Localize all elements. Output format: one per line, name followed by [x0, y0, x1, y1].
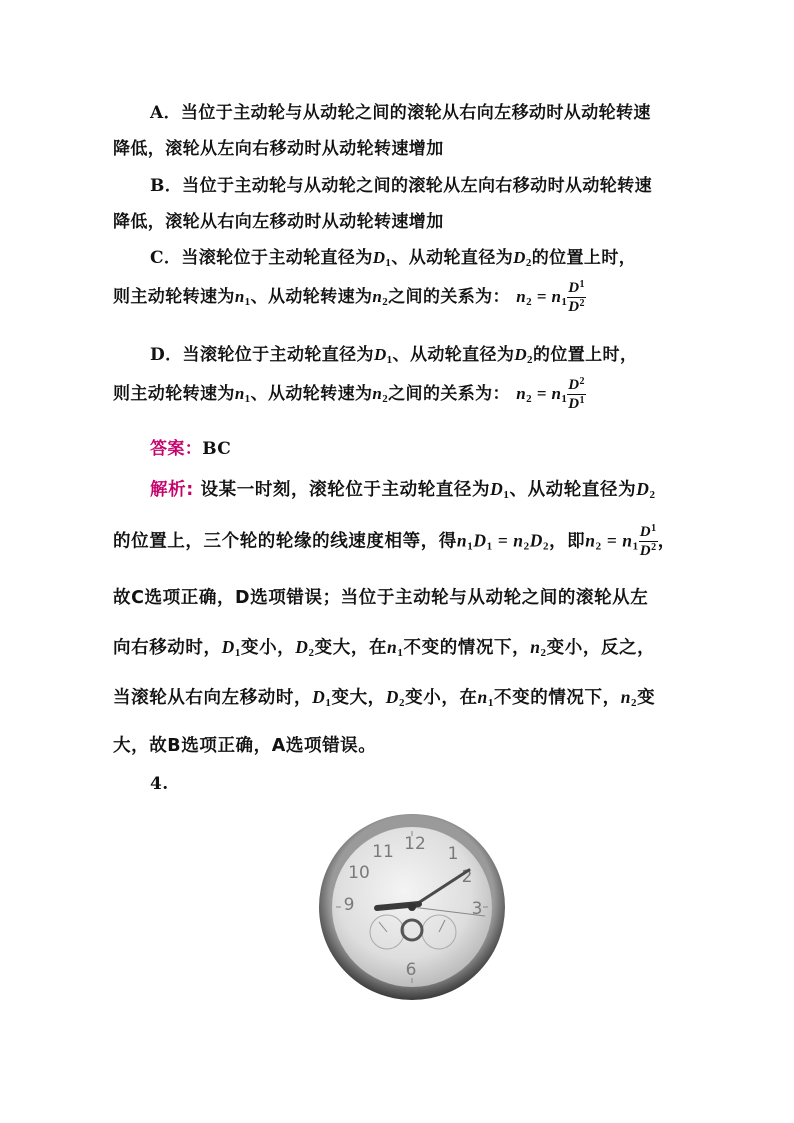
- clock-icon: [317, 812, 507, 1002]
- option-b-line2: 降低，滚轮从右向左移动时从动轮转速增加: [113, 212, 444, 232]
- answer: [150, 434, 231, 459]
- analysis-line2: 的位置上，三个轮的轮缘的线速度相等，得$n_1D_1 = n_2D_2$，即$n_2 = n_1$ $\frac{D^1}{D^2}$ ，: [113, 523, 676, 559]
- fraction-d: $\frac{D^2}{D^1}$: [568, 376, 585, 412]
- clock-number: 10: [348, 863, 370, 883]
- clock-number: 6: [405, 960, 417, 980]
- clock-number: 9: [343, 895, 355, 915]
- analysis-line5: 当滚轮从右向左移动时，$D_1$变大，$D_2$变小，在$n_1$不变的情况下，$n_2$变: [113, 687, 656, 709]
- option-d-line1: D．当滚轮位于主动轮直径为$D_1$、从动轮直径为$D_2$的位置上时，: [150, 345, 638, 366]
- clock-image: [317, 812, 507, 1002]
- option-c-line2: 则主动轮转速为$n_1$、从动轮转速为$n_2$之间的关系为： $n_2 = n_1$ $\frac{D^1}{D^2}$: [113, 279, 585, 315]
- clock-number: 2: [461, 867, 473, 887]
- clock-number: 11: [372, 842, 394, 862]
- analysis-line4: 向右移动时，$D_1$变小，$D_2$变大，在$n_1$不变的情况下，$n_2$变小，反之，: [113, 637, 656, 659]
- clock-number: 3: [471, 899, 483, 919]
- option-c-line1: C．当滚轮位于主动轮直径为$D_1$、从动轮直径为$D_2$的位置上时，: [150, 248, 637, 269]
- analysis-line1: 解析: 设某一时刻，滚轮位于主动轮直径为$D_1$、从动轮直径为$D_2$: [150, 479, 656, 501]
- option-a-line1: A．当位于主动轮与从动轮之间的滚轮从右向左移动时从动轮转速: [150, 103, 651, 123]
- answer-label: 答案：: [150, 439, 203, 459]
- analysis-label: 解析:: [150, 480, 194, 500]
- answer-value: BC: [202, 439, 232, 459]
- analysis-line6: 大，故B选项正确，A选项错误。: [113, 736, 377, 756]
- option-a-line2: 降低，滚轮从左向右移动时从动轮转速增加: [113, 139, 444, 159]
- option-b-line1: B．当位于主动轮与从动轮之间的滚轮从左向右移动时从动轮转速: [150, 176, 652, 196]
- question-number: 4.: [150, 774, 169, 794]
- fraction-analysis: $\frac{D^1}{D^2}$: [639, 523, 657, 559]
- option-d-line2: 则主动轮转速为$n_1$、从动轮转速为$n_2$之间的关系为： $n_2 = n_1$ $\frac{D^2}{D^1}$: [113, 376, 585, 412]
- clock-number: 12: [404, 834, 426, 854]
- fraction-c: $\frac{D^1}{D^2}$: [568, 279, 585, 315]
- analysis-line3: 故C选项正确，D选项错误；当位于主动轮与从动轮之间的滚轮从左: [113, 588, 649, 608]
- clock-number: 1: [447, 844, 459, 864]
